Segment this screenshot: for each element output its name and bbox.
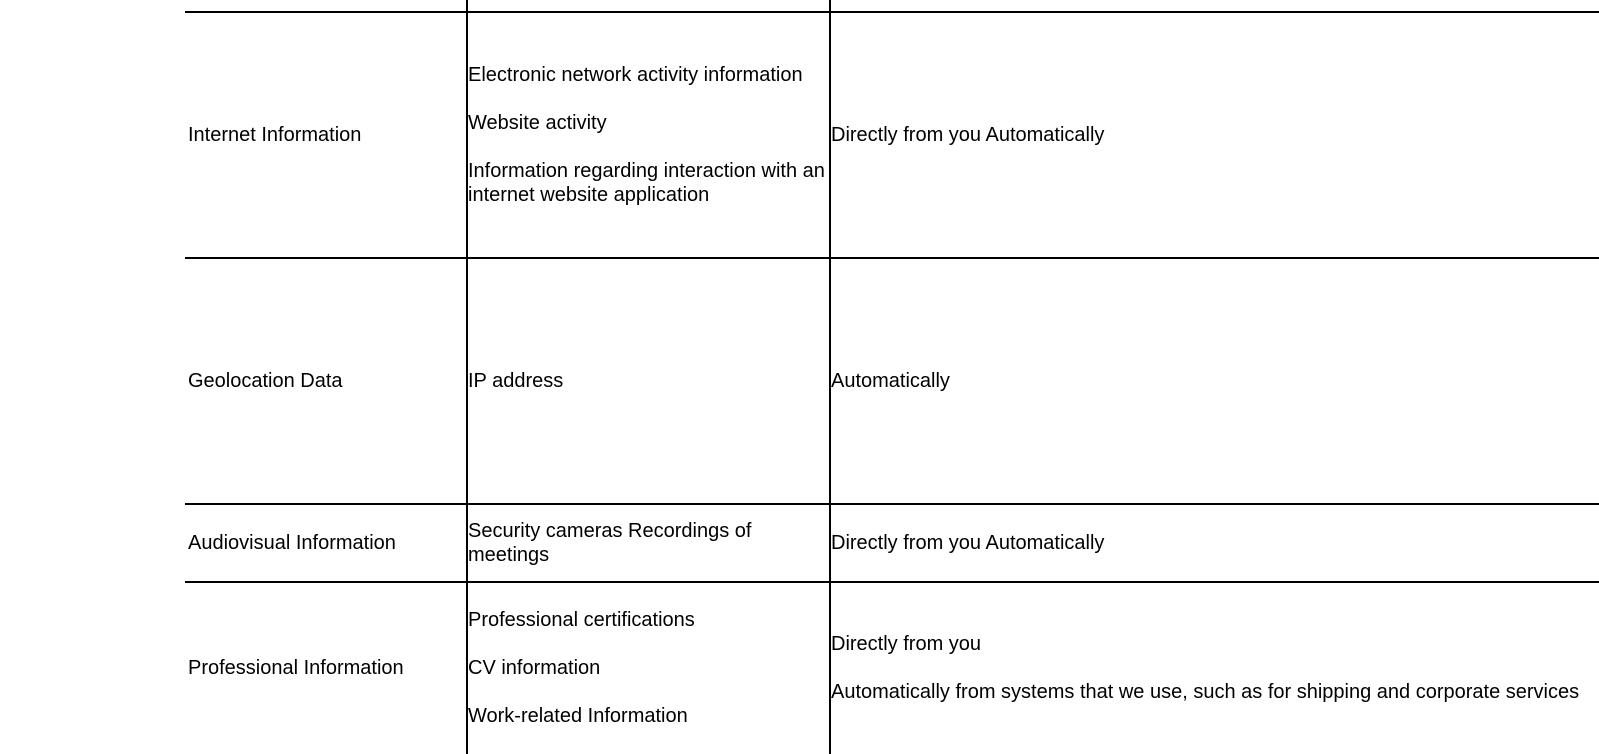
examples-cell <box>468 13 831 257</box>
category-label: Audiovisual Information <box>188 532 396 554</box>
examples-cell <box>468 583 831 753</box>
category-cell <box>188 583 468 753</box>
source-item: Automatically from systems that we use, such as for shipping and corporate services <box>831 681 1580 703</box>
category-label: Geolocation Data <box>188 370 343 392</box>
example-item: Work-related Information <box>468 705 688 727</box>
category-label: Professional Information <box>188 657 404 679</box>
personal-information-table <box>185 0 1599 754</box>
category-label: Internet Information <box>188 124 362 146</box>
category-cell <box>188 505 468 581</box>
source-item: Directly from you Automatically <box>831 124 1105 146</box>
category-cell <box>188 13 468 257</box>
example-item: IP address <box>468 370 564 392</box>
example-item: Electronic network activity information <box>468 64 803 86</box>
source-item: Automatically <box>831 370 950 392</box>
example-item: Professional certifications <box>468 609 695 631</box>
example-item: Security cameras Recordings of meetings <box>468 520 752 566</box>
source-item: Directly from you <box>831 633 982 655</box>
source-cell <box>831 13 1599 257</box>
category-cell <box>188 259 468 503</box>
example-item: Website activity <box>468 112 607 134</box>
source-cell <box>831 505 1599 581</box>
examples-cell <box>468 259 831 503</box>
example-item: Information regarding interaction with an internet website application <box>468 160 825 206</box>
example-item: CV information <box>468 657 601 679</box>
source-item: Directly from you Automatically <box>831 532 1105 554</box>
examples-cell <box>468 505 831 581</box>
source-cell <box>831 259 1599 503</box>
source-cell <box>831 583 1599 753</box>
